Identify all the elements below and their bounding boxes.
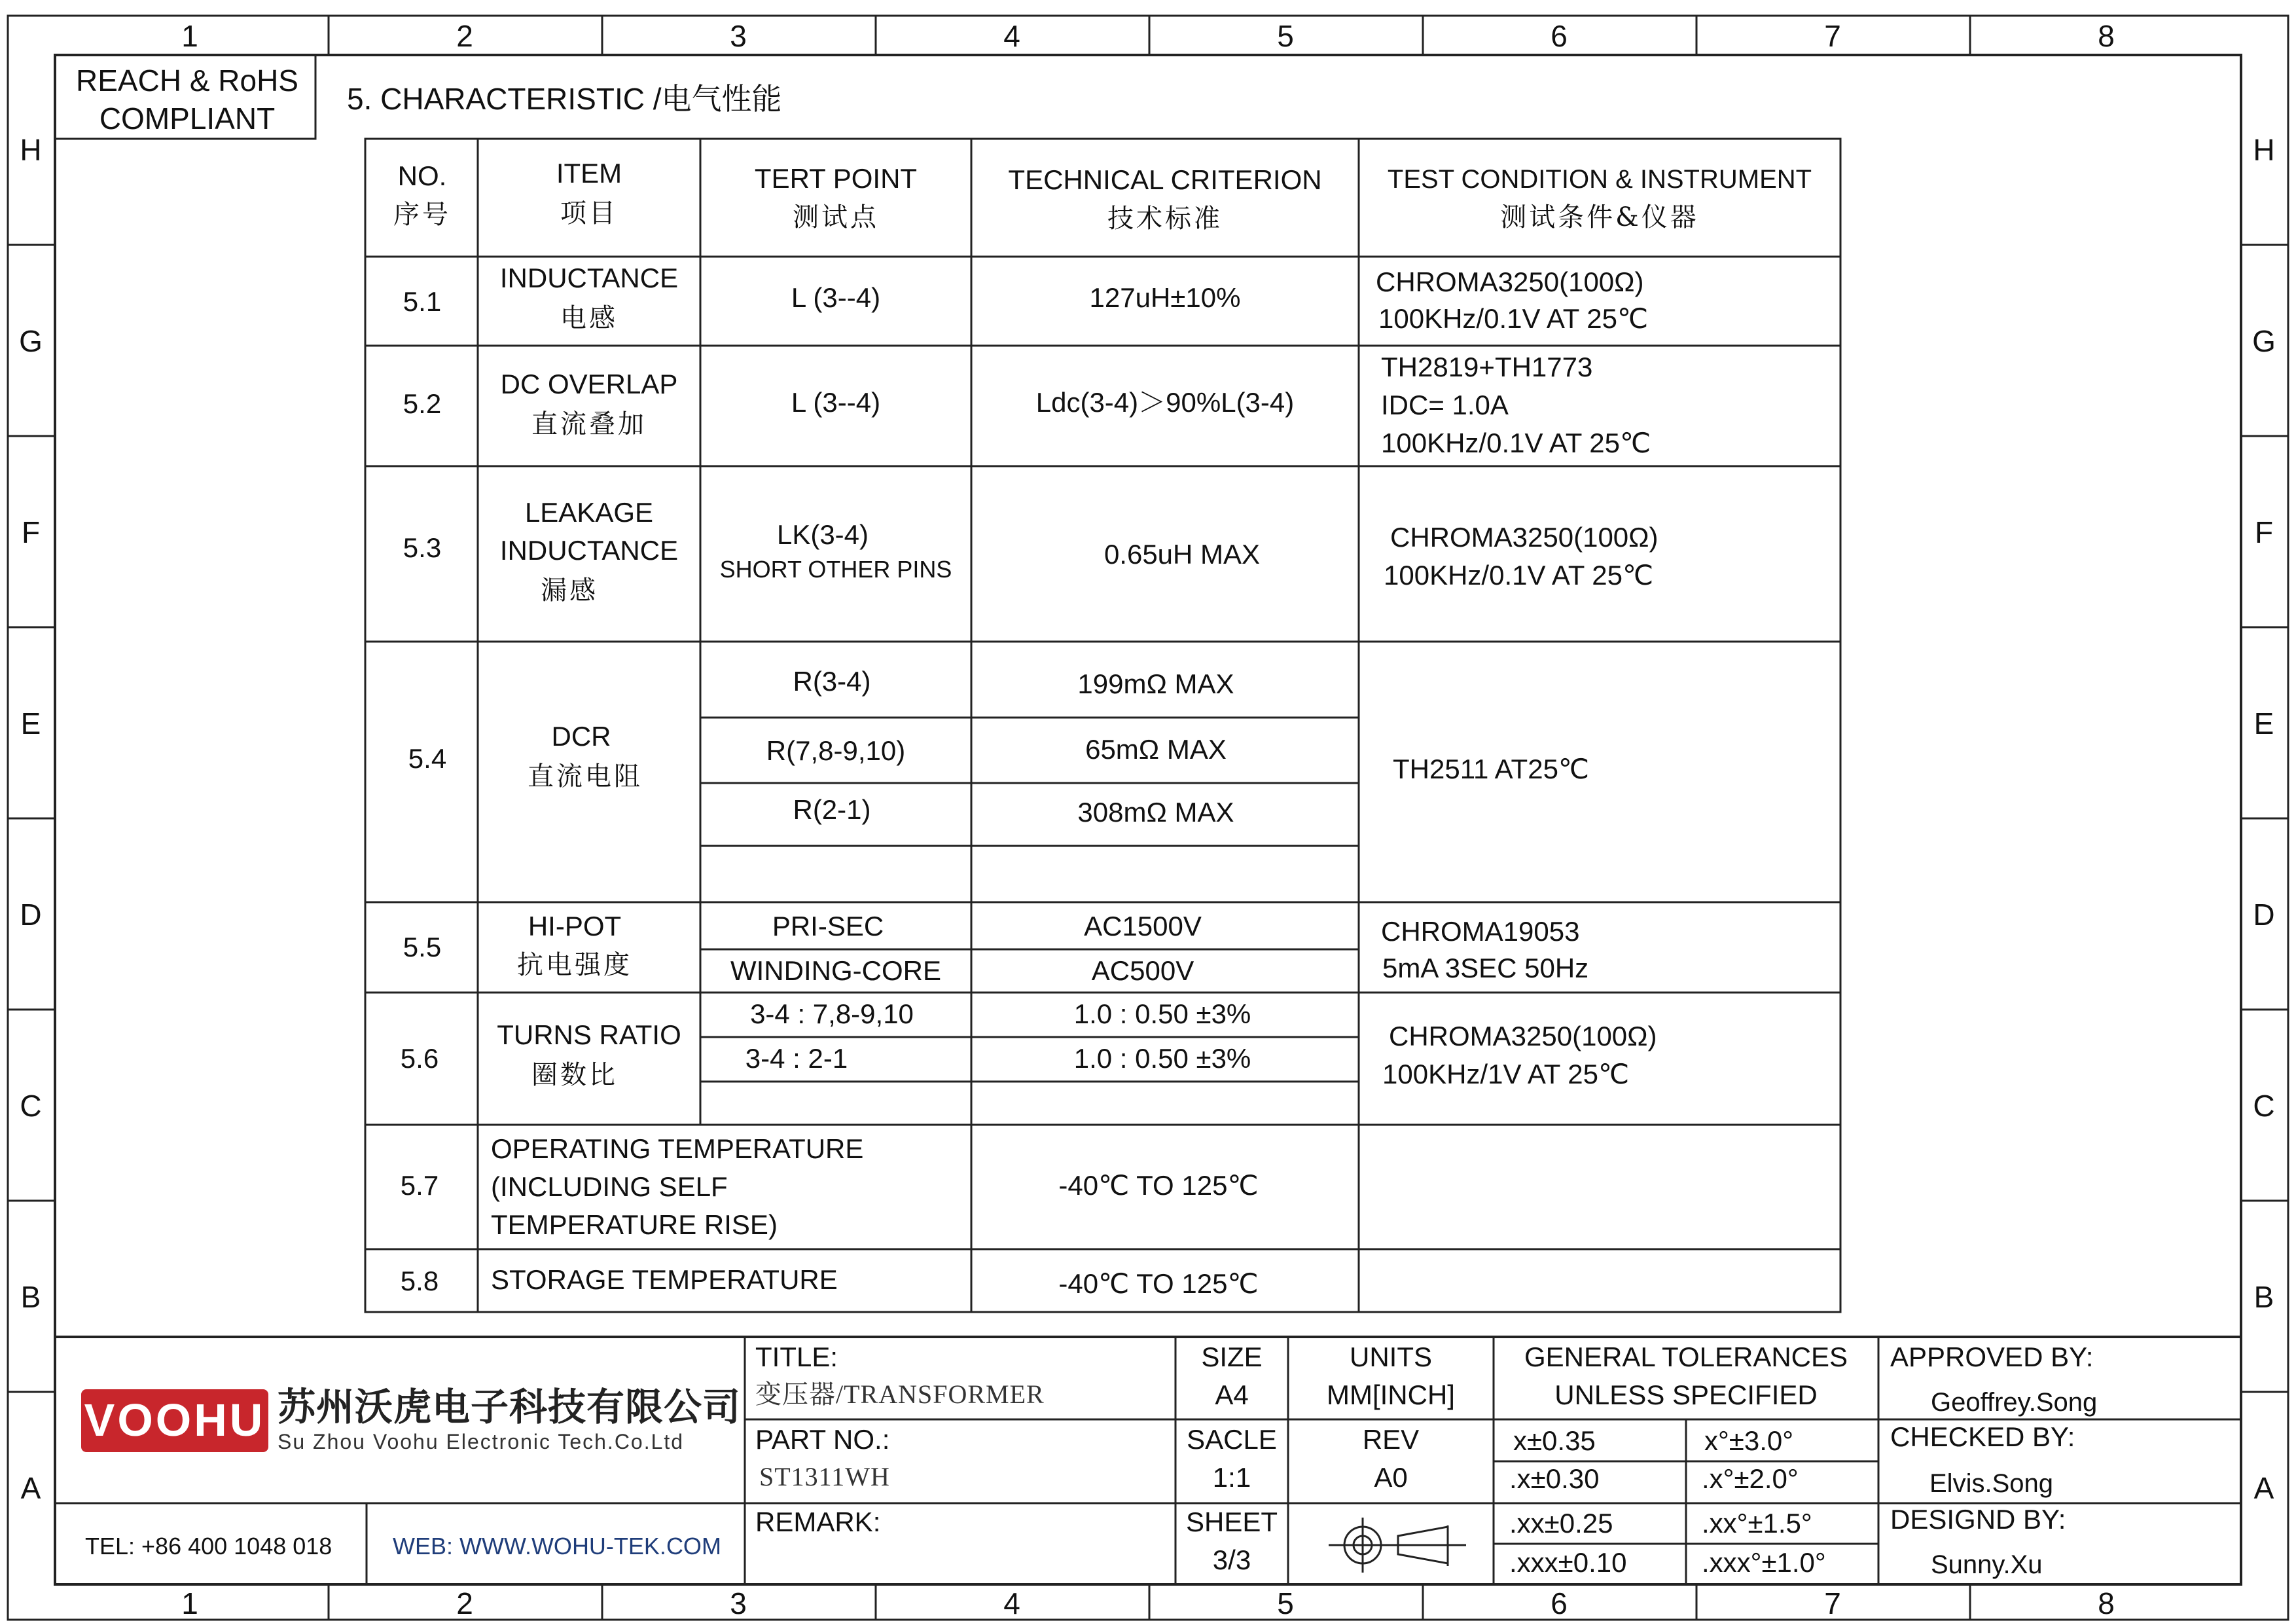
tolerance-title-2: UNLESS SPECIFIED [1554, 1379, 1818, 1410]
row-5-6-cond-1: CHROMA3250(100Ω) [1389, 1021, 1657, 1051]
row-5-4-cond: TH2511 AT25℃ [1393, 754, 1590, 784]
tolerance-linear-0: x±0.35 [1513, 1425, 1596, 1456]
row-label-right-e: E [2253, 706, 2274, 740]
row-5-4-point-2: R(7,8-9,10) [766, 735, 906, 766]
row-5-3-criterion: 0.65uH MAX [1103, 539, 1261, 570]
row-5-1-cond-1: CHROMA3250(100Ω) [1376, 266, 1644, 297]
company-logo: VOOHU [84, 1395, 266, 1446]
header-condition: TEST CONDITION & INSTRUMENT [1387, 165, 1812, 194]
tolerance-linear-3: .xxx±0.10 [1509, 1547, 1627, 1578]
company-name-en: Su Zhou Voohu Electronic Tech.Co.Ltd [278, 1430, 685, 1453]
col-label-bottom-2: 2 [456, 1586, 473, 1620]
row-5-4-point-3: R(2-1) [793, 794, 871, 825]
units-value: MM[INCH] [1327, 1379, 1455, 1410]
approved-by-label: APPROVED BY: [1890, 1341, 2094, 1372]
col-label-bottom-1: 1 [181, 1586, 198, 1620]
tolerance-angular-0: x°±3.0° [1704, 1425, 1794, 1456]
compliance-line-1: REACH & RoHS [76, 64, 298, 98]
size-value: A4 [1215, 1379, 1249, 1410]
designed-by-value: Sunny.Xu [1931, 1550, 2043, 1579]
tolerance-linear-1: .x±0.30 [1509, 1463, 1600, 1494]
row-5-6-criterion-2: 1.0 : 0.50 ±3% [1073, 1043, 1251, 1074]
checked-by-value: Elvis.Song [1929, 1469, 2053, 1498]
row-5-5-cond-2: 5mA 3SEC 50Hz [1382, 953, 1589, 983]
col-label-bottom-8: 8 [2098, 1586, 2115, 1620]
scale-value: 1:1 [1212, 1462, 1251, 1493]
col-label-top-2: 2 [456, 19, 473, 53]
row-5-5-point-1: PRI-SEC [772, 911, 884, 941]
row-5-3-item-1: LEAKAGE [524, 497, 654, 528]
header-no-zh: 序号 [393, 200, 451, 230]
size-label: SIZE [1201, 1341, 1263, 1372]
row-5-4-point-1: R(3-4) [793, 666, 871, 697]
col-label-top-5: 5 [1277, 19, 1294, 53]
row-5-1-item-zh: 电感 [560, 303, 618, 333]
row-label-right-b: B [2253, 1280, 2274, 1314]
row-5-8-item: STORAGE TEMPERATURE [491, 1264, 838, 1295]
row-5-1-criterion: 127uH±10% [1089, 282, 1241, 313]
row-5-2-no: 5.2 [403, 388, 442, 419]
row-label-right-c: C [2253, 1089, 2275, 1123]
title-label: TITLE: [755, 1341, 838, 1372]
row-label-right-d: D [2253, 898, 2275, 932]
row-5-3-point-sub: SHORT OTHER PINS [719, 556, 952, 583]
col-label-top-6: 6 [1551, 19, 1568, 53]
col-label-top-4: 4 [1003, 19, 1020, 53]
tolerance-angular-1: .x°±2.0° [1702, 1463, 1799, 1494]
row-5-5-item: HI-POT [528, 911, 622, 941]
contact-web: WEB: WWW.WOHU-TEK.COM [393, 1533, 721, 1559]
approved-by-value: Geoffrey.Song [1931, 1388, 2098, 1417]
row-5-6-criterion-1: 1.0 : 0.50 ±3% [1073, 998, 1251, 1029]
checked-by-label: CHECKED BY: [1890, 1421, 2075, 1452]
header-no: NO. [397, 160, 447, 191]
contact-tel: TEL: +86 400 1048 018 [85, 1533, 332, 1559]
row-label-right-a: A [2253, 1471, 2274, 1505]
row-5-5-item-zh: 抗电强度 [517, 950, 632, 980]
col-label-bottom-6: 6 [1551, 1586, 1568, 1620]
title-value: 变压器/TRANSFORMER [755, 1379, 1045, 1409]
row-label-left-b: B [20, 1280, 41, 1314]
projection-symbol-icon [1329, 1518, 1466, 1573]
section-title: 5. CHARACTERISTIC /电气性能 [347, 82, 782, 116]
header-criterion-zh: 技术标准 [1107, 204, 1223, 234]
designed-by-label: DESIGND BY: [1890, 1504, 2066, 1535]
row-5-1-cond-2: 100KHz/0.1V AT 25℃ [1378, 303, 1649, 334]
row-5-7-criterion: -40℃ TO 125℃ [1058, 1170, 1259, 1201]
row-5-3-cond-1: CHROMA3250(100Ω) [1390, 522, 1659, 553]
col-label-top-3: 3 [730, 19, 747, 53]
row-5-2-point: L (3--4) [791, 387, 881, 418]
row-5-6-cond-2: 100KHz/1V AT 25℃ [1382, 1059, 1630, 1089]
row-5-1-no: 5.1 [403, 286, 442, 317]
row-5-3-point: LK(3-4) [776, 519, 869, 550]
row-5-8-no: 5.8 [400, 1266, 439, 1296]
row-5-8-criterion: -40℃ TO 125℃ [1058, 1268, 1259, 1299]
compliance-line-2: COMPLIANT [99, 101, 276, 136]
col-label-bottom-7: 7 [1824, 1586, 1841, 1620]
row-5-7-item-1: OPERATING TEMPERATURE [491, 1133, 864, 1164]
row-5-5-criterion-1: AC1500V [1084, 911, 1202, 941]
row-label-left-d: D [20, 898, 42, 932]
row-5-6-point-1: 3-4 : 7,8-9,10 [750, 998, 914, 1029]
row-5-5-no: 5.5 [403, 932, 442, 962]
row-5-3-cond-2: 100KHz/0.1V AT 25℃ [1384, 560, 1654, 591]
row-5-2-item: DC OVERLAP [500, 369, 678, 399]
tolerance-linear-2: .xx±0.25 [1509, 1508, 1613, 1539]
row-5-3-item-2: INDUCTANCE [499, 535, 679, 566]
row-label-right-h: H [2253, 133, 2275, 167]
row-5-4-criterion-2: 65mΩ MAX [1085, 734, 1227, 765]
col-label-bottom-4: 4 [1003, 1586, 1020, 1620]
row-5-3-item-zh: 漏感 [541, 575, 598, 606]
row-5-3-no: 5.3 [403, 532, 442, 563]
row-label-right-f: F [2254, 515, 2274, 549]
row-5-7-item-3: TEMPERATURE RISE) [491, 1209, 778, 1240]
scale-label: SACLE [1187, 1424, 1277, 1455]
row-5-5-criterion-2: AC500V [1091, 955, 1194, 986]
row-5-4-criterion-1: 199mΩ MAX [1077, 668, 1234, 699]
rev-label: REV [1362, 1424, 1420, 1455]
row-5-4-item: DCR [551, 721, 611, 752]
row-label-left-c: C [20, 1089, 42, 1123]
row-5-5-point-2: WINDING-CORE [730, 955, 941, 986]
row-5-6-no: 5.6 [400, 1043, 439, 1074]
row-5-1-item: INDUCTANCE [499, 263, 679, 293]
header-condition-zh: 测试条件&仪器 [1500, 202, 1699, 232]
row-label-left-f: F [21, 515, 41, 549]
company-name-zh: 苏州沃虎电子科技有限公司 [278, 1385, 742, 1429]
row-5-2-cond-2: IDC= 1.0A [1381, 390, 1509, 420]
row-5-2-criterion: Ldc(3-4)＞90%L(3-4) [1035, 387, 1295, 418]
rev-value: A0 [1374, 1462, 1408, 1493]
units-label: UNITS [1350, 1341, 1432, 1372]
row-5-2-cond-1: TH2819+TH1773 [1381, 352, 1593, 382]
row-5-6-point-2: 3-4 : 2-1 [745, 1043, 848, 1074]
row-5-6-item-zh: 圈数比 [531, 1060, 618, 1090]
row-5-7-item-2: (INCLUDING SELF [491, 1171, 728, 1202]
row-5-4-no: 5.4 [408, 743, 447, 774]
header-item: ITEM [556, 158, 622, 189]
sheet-value: 3/3 [1212, 1544, 1251, 1575]
col-label-top-7: 7 [1824, 19, 1841, 53]
row-label-left-e: E [20, 706, 41, 740]
header-point-zh: 测试点 [793, 202, 879, 232]
row-5-1-point: L (3--4) [791, 282, 881, 313]
row-5-6-item: TURNS RATIO [497, 1019, 681, 1050]
header-criterion: TECHNICAL CRITERION [1008, 164, 1322, 195]
row-5-7-no: 5.7 [400, 1170, 439, 1201]
tolerance-angular-2: .xx°±1.5° [1702, 1508, 1812, 1539]
row-5-5-cond-1: CHROMA19053 [1381, 916, 1580, 947]
row-label-right-g: G [2252, 324, 2276, 358]
header-point: TERT POINT [754, 163, 918, 194]
tolerance-title-1: GENERAL TOLERANCES [1524, 1341, 1848, 1372]
col-label-bottom-3: 3 [730, 1586, 747, 1620]
row-5-4-item-zh: 直流电阻 [528, 761, 643, 792]
col-label-bottom-5: 5 [1277, 1586, 1294, 1620]
row-5-2-item-zh: 直流叠加 [531, 409, 647, 439]
tolerance-angular-3: .xxx°±1.0° [1702, 1547, 1826, 1578]
row-label-left-g: G [19, 324, 43, 358]
row-5-4-criterion-3: 308mΩ MAX [1077, 797, 1234, 828]
col-label-top-1: 1 [181, 19, 198, 53]
col-label-top-8: 8 [2098, 19, 2115, 53]
part-no-label: PART NO.: [755, 1424, 890, 1455]
row-label-left-h: H [20, 133, 42, 167]
remark-label: REMARK: [755, 1506, 881, 1537]
row-5-2-cond-3: 100KHz/0.1V AT 25℃ [1381, 428, 1651, 458]
header-item-zh: 项目 [560, 198, 618, 228]
part-no-value: ST1311WH [759, 1462, 890, 1491]
row-label-left-a: A [20, 1471, 41, 1505]
sheet-label: SHEET [1185, 1506, 1278, 1537]
